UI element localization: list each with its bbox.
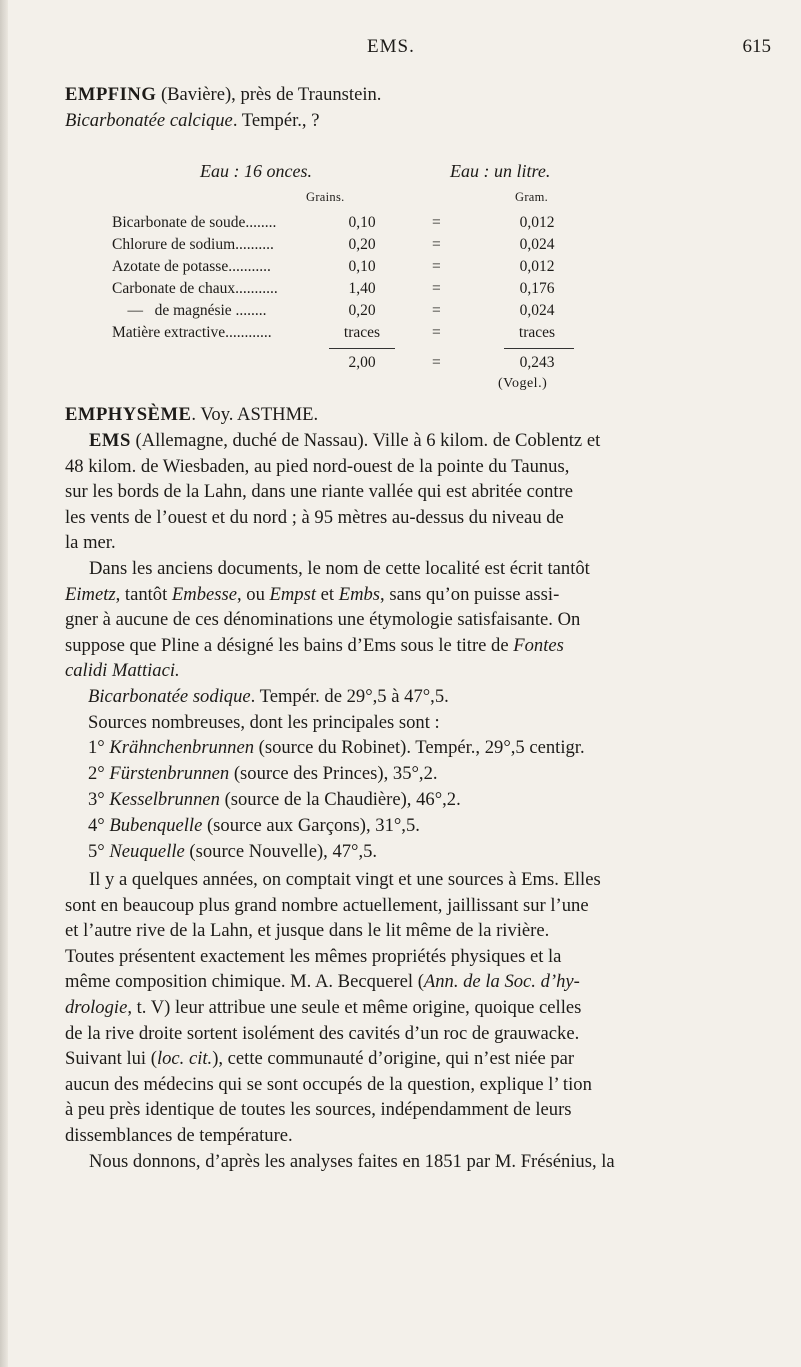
text-line: sur les bords de la Lahn, dans une riante vallée qui est abritée contre bbox=[65, 481, 574, 503]
list-item: 5° Neuquelle (source Nouvelle), 47°,5. bbox=[88, 841, 378, 862]
list-item: 2° Fürstenbrunnen (source des Princes), 35°,2. bbox=[88, 763, 438, 784]
text-line: Nous donnons, d’après les analyses faites en 1851 par M. Frésénius, la bbox=[89, 1150, 615, 1172]
sum-rule bbox=[504, 348, 574, 349]
text-line: Dans les anciens documents, le nom de cette localité est écrit tantôt bbox=[89, 558, 590, 579]
table-total-row: 2,00 = 0,243 bbox=[348, 354, 555, 371]
list-item: 3° Kesselbrunnen (source de la Chaudière), 46°,2. bbox=[88, 789, 461, 810]
table-row: — de magnésie ........ 0,20 = 0,024 bbox=[112, 302, 555, 319]
entry-text: (Bavière), près de Traunstein. bbox=[156, 84, 382, 105]
text-line: Suivant lui (loc. cit.), cette communauté d’origine, qui n’est niée par bbox=[65, 1048, 575, 1070]
ems-water-type: Bicarbonatée sodique. Tempér. de 29°,5 à 47°,5. bbox=[88, 686, 449, 707]
names-paragraph bbox=[65, 556, 773, 684]
ems-entry bbox=[65, 428, 773, 556]
text-line: drologie, t. V) leur attribue une seule et même origine, quoique celles bbox=[65, 996, 582, 1018]
table-row: Chlorure de sodium.......... 0,20 = 0,024 bbox=[112, 236, 555, 253]
entry-head: EMPHYSÈME bbox=[65, 404, 192, 425]
temperature: . Tempér., ? bbox=[232, 110, 320, 131]
sources-intro: Sources nombreuses, dont les principales sont : bbox=[88, 712, 440, 733]
empfing-type bbox=[65, 109, 319, 133]
entry-head: EMS bbox=[89, 430, 131, 451]
text-line: même composition chimique. M. A. Becquerel (Ann. de la Soc. d’hy- bbox=[65, 971, 580, 993]
table-row: Azotate de potasse........... 0,10 = 0,012 bbox=[112, 258, 555, 275]
citation: (Vogel.) bbox=[498, 376, 548, 391]
text-line: dissemblances de température. bbox=[65, 1124, 293, 1146]
page-gutter bbox=[0, 0, 8, 1367]
list-item: 1° Krähnchenbrunnen (source du Robinet). Tempér., 29°,5 centigr. bbox=[88, 737, 585, 758]
text-line: les vents de l’ouest et du nord ; à 95 mètres au-dessus du niveau de bbox=[65, 506, 564, 528]
col1-unit: Grains. bbox=[306, 190, 345, 204]
text-line: calidi Mattiaci. bbox=[65, 660, 180, 682]
col1-header: Eau : 16 onces. bbox=[200, 161, 312, 181]
sum-rule bbox=[329, 348, 395, 349]
list-item: 4° Bubenquelle (source aux Garçons), 31°,5. bbox=[88, 815, 420, 836]
text-line: aucun des médecins qui se sont occupés de la question, explique l’ tion bbox=[65, 1073, 592, 1095]
text-line: gner à aucune de ces dénominations une étymologie satisfaisante. On bbox=[65, 609, 581, 631]
text-line: à peu près identique de toutes les sources, indépendamment de leurs bbox=[65, 1099, 572, 1121]
table-row: Matière extractive............ traces = traces bbox=[112, 324, 556, 341]
main-paragraph bbox=[65, 867, 773, 1174]
text-line: Toutes présentent exactement les mêmes propriétés physiques et la bbox=[65, 945, 562, 967]
entry-head: EMPFING bbox=[65, 84, 157, 105]
page-number: 615 bbox=[742, 36, 771, 57]
col2-header: Eau : un litre. bbox=[450, 161, 551, 181]
empfing-entry bbox=[65, 83, 381, 107]
col2-unit: Gram. bbox=[515, 190, 549, 204]
text-line: sont en beaucoup plus grand nombre actuellement, jaillissant sur l’une bbox=[65, 894, 589, 916]
table-row: Bicarbonate de soude........ 0,10 = 0,012 bbox=[112, 214, 555, 231]
text-line: suppose que Pline a désigné les bains d’Ems sous le titre de Fontes bbox=[65, 634, 564, 656]
running-title: EMS. bbox=[367, 36, 415, 57]
water-type: Bicarbonatée calcique bbox=[65, 110, 233, 131]
text-line: de la rive droite sortent isolément des cavités d’un roc de grauwacke. bbox=[65, 1022, 580, 1044]
text-line: Il y a quelques années, on comptait vingt et une sources à Ems. Elles bbox=[89, 869, 601, 890]
text-line: Eimetz, tantôt Embesse, ou Empst et Embs, sans qu’on puisse assi- bbox=[65, 583, 560, 605]
text-line: et l’autre rive de la Lahn, et jusque dans le lit même de la rivière. bbox=[65, 920, 550, 942]
text-line: la mer. bbox=[65, 532, 116, 554]
table-row: Carbonate de chaux........... 1,40 = 0,176 bbox=[112, 280, 555, 297]
text-line: EMS (Allemagne, duché de Nassau). Ville à 6 kilom. de Coblentz et bbox=[89, 430, 601, 451]
emphyseme-entry bbox=[65, 403, 318, 427]
entry-text: . Voy. ASTHME. bbox=[191, 404, 319, 425]
running-head bbox=[0, 36, 801, 60]
text-line: 48 kilom. de Wiesbaden, au pied nord-ouest de la pointe du Taunus, bbox=[65, 455, 570, 477]
